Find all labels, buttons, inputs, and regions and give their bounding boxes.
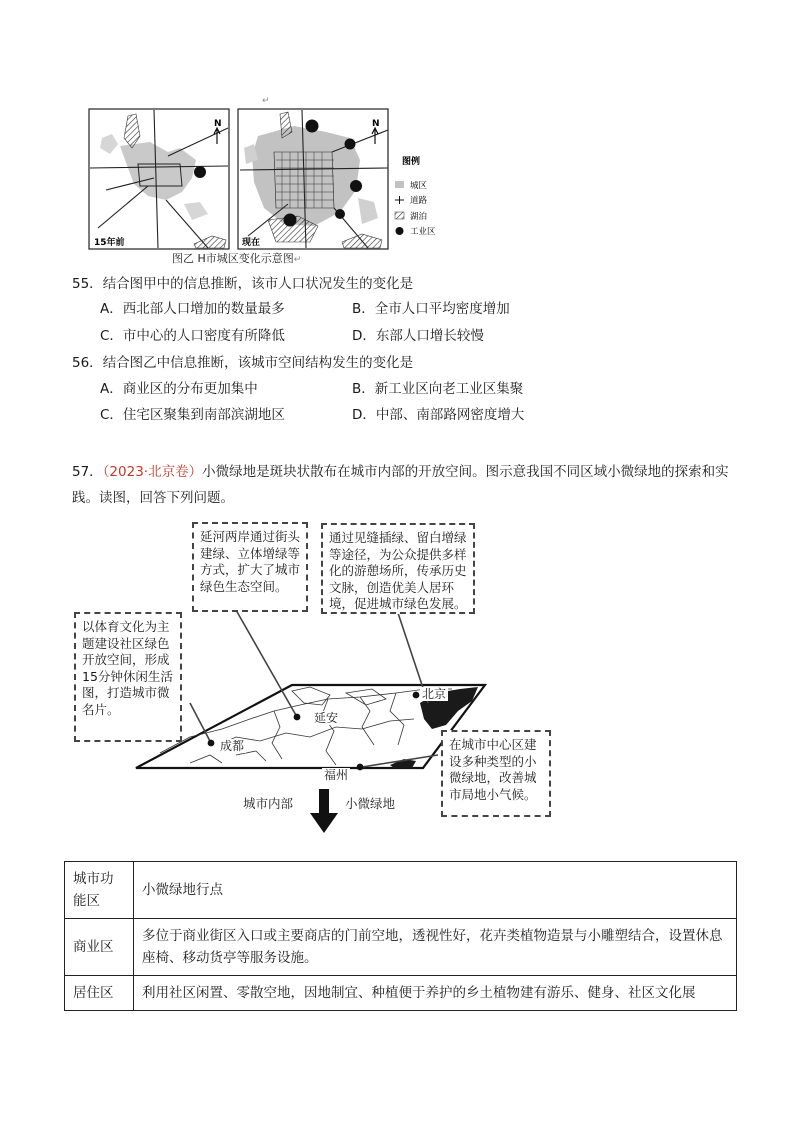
legend-road: 道路 (410, 196, 428, 206)
label-now: 现在 (242, 238, 261, 248)
table-cell: 利用社区闲置、零散空地，因地制宜、种植便于养护的乡土植物建有游乐、健身、社区文化展 (134, 976, 737, 1011)
table-header-row (65, 862, 737, 919)
question-57-stem: 57．（2023·北京卷）小微绿地是斑块状散布在城市内部的开放空间。图示意我国不同区域小微绿地的探索和实践。读图，回答下列问题。 (72, 464, 729, 506)
q56-option-a: A．商业区的分布更加集中 (100, 381, 258, 397)
table-header-cell: 城市功能区 (65, 862, 134, 919)
q55-option-d: D．东部人口增长较慢 (352, 328, 484, 344)
legend (395, 155, 436, 237)
micro-green-space-diagram (60, 515, 620, 840)
paragraph-mark: ↵ (262, 96, 270, 106)
figure-h-city-change (88, 108, 458, 262)
table-header-cell: 小微绿地行点 (134, 862, 737, 919)
svg-text:N: N (372, 119, 380, 129)
q56-option-d: D．中部、南部路网密度增大 (352, 407, 525, 423)
question-source: （2023·北京卷） (102, 464, 203, 480)
q55-option-b: B．全市人口平均密度增加 (352, 301, 510, 317)
label-micro-green-space: 小微绿地 (345, 796, 396, 811)
map-label-fuzhou: 福州 (324, 768, 349, 782)
map-label-beijing: 北京 (422, 687, 447, 701)
question-55-stem: 55．结合图甲中的信息推断，该市人口状况发生的变化是 (72, 276, 414, 292)
question-56-stem: 56．结合图乙中信息推断，该城市空间结构发生的变化是 (72, 355, 414, 371)
table-cell: 多位于商业街区入口或主要商店的门前空地，透视性好，花卉类植物造景与小雕塑结合，设置休息座椅、移动货亭等服务设施。 (134, 919, 737, 976)
legend-industrial: 工业区 (410, 227, 436, 237)
table-row (65, 919, 737, 976)
table-row (65, 976, 737, 1011)
label-before: 15年前 (94, 238, 125, 248)
callout-yanan: 延河两岸通过街头建绿、立体增绿等方式，扩大了城市绿色生态空间。 (192, 522, 308, 612)
callout-beijing: 通过见缝插绿、留白增绿等途径，为公众提供多样化的游憩场所，传承历史文脉，创造优美人居环境，促进城市绿色发展。 (321, 523, 475, 614)
legend-lake: 湖泊 (410, 212, 428, 222)
callout-fuzhou: 在城市中心区建设多种类型的小微绿地，改善城市局地小气候。 (441, 730, 551, 817)
label-urban-interior: 城市内部 (243, 796, 294, 811)
q55-option-a: A．西北部人口增加的数量最多 (100, 301, 285, 317)
q55-option-c: C．市中心的人口密度有所降低 (100, 328, 285, 344)
callout-chengdu: 以体育文化为主题建设社区绿色开放空间，形成15分钟休闲生活图，打造城市微名片。 (74, 612, 182, 742)
q56-option-b: B．新工业区向老工业区集聚 (352, 381, 524, 397)
function-area-table (64, 861, 737, 1011)
legend-city: 城区 (410, 181, 428, 191)
table-cell: 商业区 (65, 919, 134, 976)
map-panel-now (238, 109, 388, 249)
table-cell: 居住区 (65, 976, 134, 1011)
q56-option-c: C．住宅区聚集到南部滨湖地区 (100, 407, 285, 423)
svg-text:N: N (214, 119, 222, 129)
map-panel-before (89, 109, 229, 249)
legend-title: 图例 (402, 157, 421, 167)
figure-caption: 图乙 H市城区变化示意图↵ (172, 252, 302, 265)
map-label-yanan: 延安 (314, 711, 339, 725)
map-label-chengdu: 成都 (220, 739, 245, 753)
